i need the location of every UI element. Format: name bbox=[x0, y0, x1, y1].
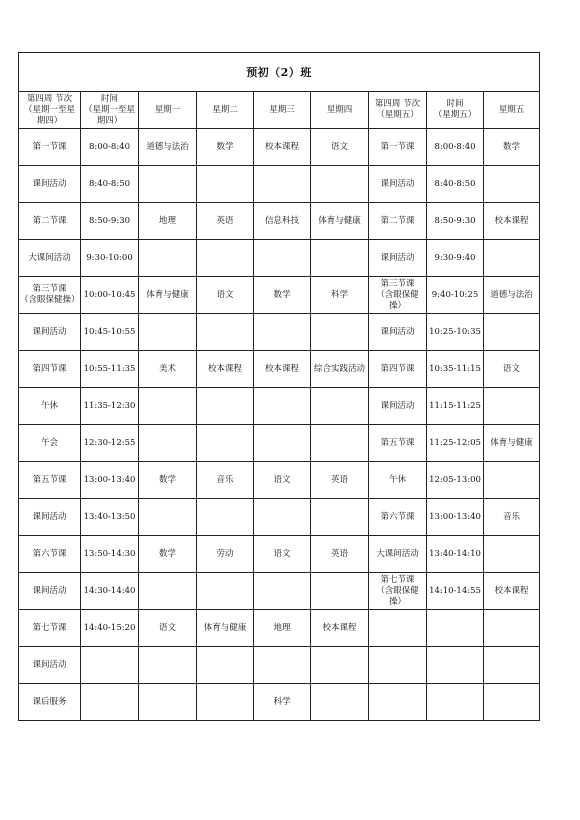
table-cell: 课间活动 bbox=[19, 314, 81, 351]
table-cell: 14:10-14:55 bbox=[427, 573, 484, 610]
table-cell: 14:40-15:20 bbox=[81, 610, 139, 647]
table-row bbox=[19, 462, 540, 499]
table-cell: 英语 bbox=[197, 203, 254, 240]
table-cell bbox=[139, 240, 197, 277]
table-cell: 13:00-13:40 bbox=[427, 499, 484, 536]
table-cell: 第四节课 bbox=[369, 351, 427, 388]
table-row bbox=[19, 203, 540, 240]
table-cell: 第二节课 bbox=[19, 203, 81, 240]
table-cell bbox=[311, 647, 369, 684]
table-row bbox=[19, 536, 540, 573]
table-cell bbox=[139, 647, 197, 684]
table-cell: 科学 bbox=[311, 277, 369, 314]
table-cell bbox=[311, 166, 369, 203]
table-cell: 第三节课 （含眼保健操） bbox=[19, 277, 81, 314]
table-cell: 课间活动 bbox=[369, 388, 427, 425]
table-cell bbox=[311, 425, 369, 462]
title-row bbox=[19, 53, 540, 92]
table-cell bbox=[484, 314, 540, 351]
table-cell bbox=[311, 499, 369, 536]
table-cell: 语文 bbox=[311, 129, 369, 166]
table-row bbox=[19, 166, 540, 203]
table-row bbox=[19, 351, 540, 388]
table-cell bbox=[254, 314, 311, 351]
table-cell: 9:30-10:00 bbox=[81, 240, 139, 277]
table-cell bbox=[197, 166, 254, 203]
table-cell bbox=[311, 684, 369, 721]
table-cell: 13:40-14:10 bbox=[427, 536, 484, 573]
table-cell: 科学 bbox=[254, 684, 311, 721]
table-cell: 8:00-8:40 bbox=[427, 129, 484, 166]
table-cell: 课间活动 bbox=[369, 240, 427, 277]
table-cell bbox=[197, 425, 254, 462]
column-header: 星期二 bbox=[197, 92, 254, 129]
table-cell bbox=[311, 388, 369, 425]
table-cell: 数学 bbox=[484, 129, 540, 166]
column-header: 第四周 节次 （星期五） bbox=[369, 92, 427, 129]
table-cell bbox=[254, 166, 311, 203]
table-row bbox=[19, 314, 540, 351]
table-cell: 英语 bbox=[311, 536, 369, 573]
table-cell bbox=[369, 647, 427, 684]
table-cell: 课间活动 bbox=[19, 573, 81, 610]
class-timetable bbox=[18, 52, 540, 721]
table-cell: 课间活动 bbox=[19, 499, 81, 536]
table-cell: 数学 bbox=[139, 536, 197, 573]
table-cell bbox=[254, 240, 311, 277]
table-cell bbox=[484, 610, 540, 647]
table-row bbox=[19, 647, 540, 684]
table-cell: 10:00-10:45 bbox=[81, 277, 139, 314]
table-cell: 课间活动 bbox=[19, 166, 81, 203]
table-cell bbox=[311, 573, 369, 610]
table-cell: 音乐 bbox=[484, 499, 540, 536]
table-cell: 13:40-13:50 bbox=[81, 499, 139, 536]
table-cell: 数学 bbox=[197, 129, 254, 166]
table-cell: 体育与健康 bbox=[139, 277, 197, 314]
table-cell: 道德与法治 bbox=[139, 129, 197, 166]
table-cell: 午休 bbox=[369, 462, 427, 499]
table-cell: 课间活动 bbox=[19, 647, 81, 684]
table-cell: 校本课程 bbox=[311, 610, 369, 647]
table-cell: 大课间活动 bbox=[369, 536, 427, 573]
table-cell: 课后服务 bbox=[19, 684, 81, 721]
table-cell bbox=[139, 166, 197, 203]
table-cell: 校本课程 bbox=[254, 351, 311, 388]
column-header: 时间 （星期一至星期四） bbox=[81, 92, 139, 129]
table-cell: 体育与健康 bbox=[311, 203, 369, 240]
table-cell bbox=[369, 610, 427, 647]
table-row bbox=[19, 240, 540, 277]
table-cell bbox=[197, 684, 254, 721]
table-cell: 数学 bbox=[254, 277, 311, 314]
table-cell bbox=[427, 647, 484, 684]
table-cell bbox=[311, 314, 369, 351]
table-row bbox=[19, 684, 540, 721]
table-cell bbox=[197, 314, 254, 351]
table-cell: 14:30-14:40 bbox=[81, 573, 139, 610]
table-cell: 10:25-10:35 bbox=[427, 314, 484, 351]
table-cell bbox=[369, 684, 427, 721]
table-row bbox=[19, 610, 540, 647]
table-cell bbox=[484, 166, 540, 203]
table-cell: 第六节课 bbox=[369, 499, 427, 536]
table-cell: 劳动 bbox=[197, 536, 254, 573]
table-cell: 第四节课 bbox=[19, 351, 81, 388]
column-header: 第四周 节次 （星期一至星期四） bbox=[19, 92, 81, 129]
column-header: 时间 （星期五） bbox=[427, 92, 484, 129]
table-cell: 美术 bbox=[139, 351, 197, 388]
table-cell bbox=[197, 240, 254, 277]
table-cell: 语文 bbox=[197, 277, 254, 314]
table-cell: 10:35-11:15 bbox=[427, 351, 484, 388]
table-cell: 英语 bbox=[311, 462, 369, 499]
table-cell: 9:40-10:25 bbox=[427, 277, 484, 314]
table-cell: 第一节课 bbox=[369, 129, 427, 166]
table-cell: 第五节课 bbox=[19, 462, 81, 499]
column-header: 星期四 bbox=[311, 92, 369, 129]
table-cell: 第七节课 （含眼保健操） bbox=[369, 573, 427, 610]
table-cell bbox=[311, 240, 369, 277]
table-cell: 13:00-13:40 bbox=[81, 462, 139, 499]
column-header: 星期一 bbox=[139, 92, 197, 129]
table-cell: 校本课程 bbox=[484, 203, 540, 240]
table-cell bbox=[197, 573, 254, 610]
table-cell: 13:50-14:30 bbox=[81, 536, 139, 573]
table-row bbox=[19, 388, 540, 425]
class-title: 预初（2）班 bbox=[19, 53, 540, 92]
table-cell bbox=[484, 684, 540, 721]
table-cell: 体育与健康 bbox=[484, 425, 540, 462]
table-cell bbox=[254, 647, 311, 684]
table-cell: 8:50-9:30 bbox=[81, 203, 139, 240]
table-row bbox=[19, 277, 540, 314]
table-cell bbox=[484, 647, 540, 684]
table-cell bbox=[427, 610, 484, 647]
table-cell bbox=[254, 425, 311, 462]
table-cell: 语文 bbox=[139, 610, 197, 647]
table-cell bbox=[484, 388, 540, 425]
table-cell bbox=[427, 684, 484, 721]
table-cell: 第五节课 bbox=[369, 425, 427, 462]
table-cell: 8:40-8:50 bbox=[427, 166, 484, 203]
table-cell: 8:40-8:50 bbox=[81, 166, 139, 203]
table-cell: 地理 bbox=[254, 610, 311, 647]
table-row bbox=[19, 129, 540, 166]
table-cell: 信息科技 bbox=[254, 203, 311, 240]
table-cell: 语文 bbox=[254, 462, 311, 499]
column-header: 星期五 bbox=[484, 92, 540, 129]
table-cell: 语文 bbox=[254, 536, 311, 573]
table-cell bbox=[197, 388, 254, 425]
table-row bbox=[19, 573, 540, 610]
table-cell: 第七节课 bbox=[19, 610, 81, 647]
table-cell: 11:25-12:05 bbox=[427, 425, 484, 462]
table-cell: 综合实践活动 bbox=[311, 351, 369, 388]
table-cell: 校本课程 bbox=[197, 351, 254, 388]
table-row bbox=[19, 499, 540, 536]
table-cell: 11:35-12:30 bbox=[81, 388, 139, 425]
table-cell bbox=[197, 647, 254, 684]
table-cell: 校本课程 bbox=[254, 129, 311, 166]
table-cell bbox=[139, 425, 197, 462]
table-cell: 校本课程 bbox=[484, 573, 540, 610]
table-cell bbox=[81, 647, 139, 684]
table-cell: 10:55-11:35 bbox=[81, 351, 139, 388]
table-cell: 数学 bbox=[139, 462, 197, 499]
table-cell: 9:30-9:40 bbox=[427, 240, 484, 277]
table-cell: 8:50-9:30 bbox=[427, 203, 484, 240]
table-cell bbox=[197, 499, 254, 536]
table-cell: 第一节课 bbox=[19, 129, 81, 166]
table-cell: 午休 bbox=[19, 388, 81, 425]
table-cell: 体育与健康 bbox=[197, 610, 254, 647]
table-cell: 8:00-8:40 bbox=[81, 129, 139, 166]
table-cell bbox=[254, 573, 311, 610]
table-cell bbox=[254, 388, 311, 425]
table-cell bbox=[254, 499, 311, 536]
table-cell: 地理 bbox=[139, 203, 197, 240]
table-cell bbox=[81, 684, 139, 721]
table-cell: 音乐 bbox=[197, 462, 254, 499]
table-cell: 课间活动 bbox=[369, 166, 427, 203]
table-cell bbox=[139, 314, 197, 351]
header-row bbox=[19, 92, 540, 129]
table-cell bbox=[484, 536, 540, 573]
table-cell: 大课间活动 bbox=[19, 240, 81, 277]
table-cell bbox=[139, 573, 197, 610]
table-cell: 第二节课 bbox=[369, 203, 427, 240]
table-cell bbox=[139, 388, 197, 425]
table-row bbox=[19, 425, 540, 462]
table-cell: 11:15-11:25 bbox=[427, 388, 484, 425]
table-cell: 第三节课 （含眼保健操） bbox=[369, 277, 427, 314]
table-cell: 午会 bbox=[19, 425, 81, 462]
table-cell: 课间活动 bbox=[369, 314, 427, 351]
table-cell bbox=[139, 499, 197, 536]
table-cell bbox=[484, 240, 540, 277]
table-cell: 语文 bbox=[484, 351, 540, 388]
table-cell: 12:05-13:00 bbox=[427, 462, 484, 499]
table-cell: 10:45-10:55 bbox=[81, 314, 139, 351]
table-cell bbox=[139, 684, 197, 721]
table-cell: 12:30-12:55 bbox=[81, 425, 139, 462]
table-cell: 道德与法治 bbox=[484, 277, 540, 314]
table-cell: 第六节课 bbox=[19, 536, 81, 573]
table-cell bbox=[484, 462, 540, 499]
column-header: 星期三 bbox=[254, 92, 311, 129]
